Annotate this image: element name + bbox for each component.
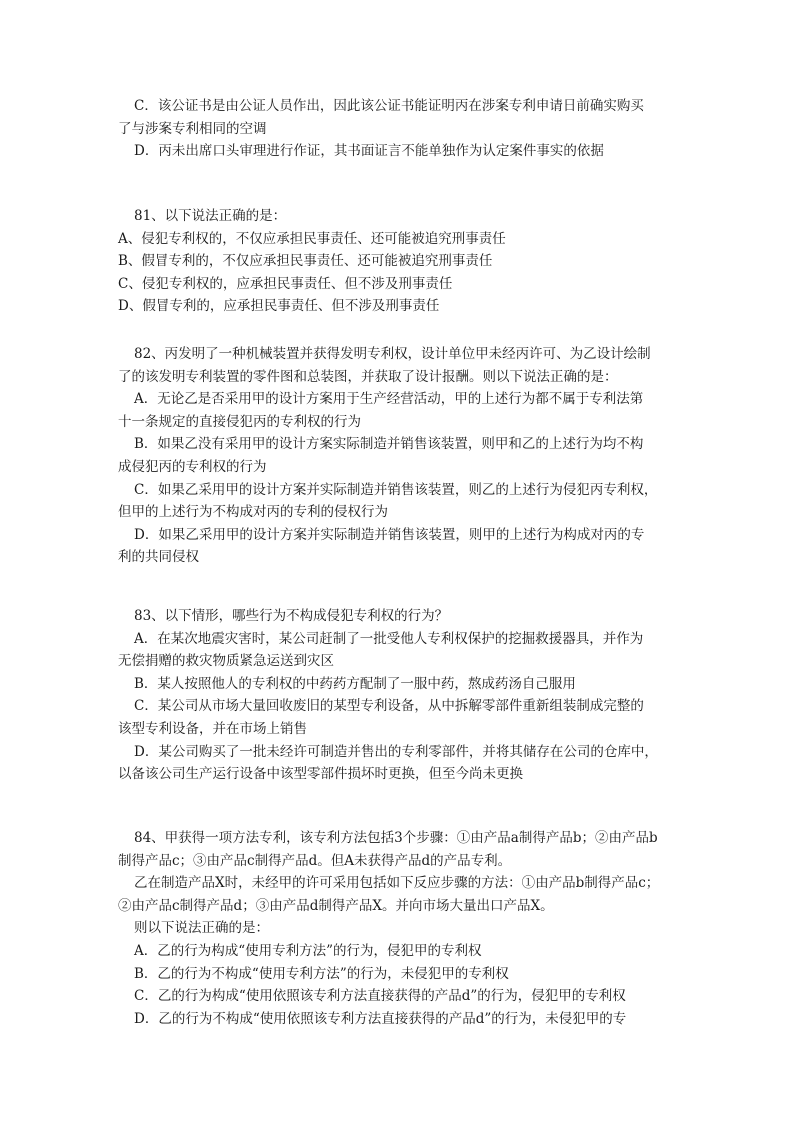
text-line: 但甲的上述行为不构成对丙的专利的侵权行为 [118,504,388,521]
text-line: B．乙的行为不构成“使用专利方法”的行为，未侵犯甲的专利权 [134,965,509,982]
text-line: 成侵犯丙的专利权的行为 [118,459,267,475]
text-line: C、侵犯专利权的，应承担民事责任、但不涉及刑事责任 [118,275,453,292]
text-line: 该型专利设备，并在市场上销售 [118,721,307,737]
text-line: 乙在制造产品X时，未经甲的许可采用包括如下反应步骤的方法：①由产品b制得产品c； [134,875,660,892]
text-line: 利的共同侵权 [118,549,199,566]
text-line: D．某公司购买了一批未经许可制造并售出的专利零部件，并将其储存在公司的仓库中， [134,743,658,760]
text-line: D、假冒专利的，应承担民事责任、但不涉及刑事责任 [118,298,440,315]
text-line: 了与涉案专利相同的空调 [118,120,267,137]
text-line: 了的该发明专利装置的零件图和总装图，并获取了设计报酬。则以下说法正确的是： [118,368,618,385]
text-line: B、假冒专利的，不仅应承担民事责任、还可能被追究刑事责任 [118,253,493,270]
text-line: ②由产品c制得产品d；③由产品d制得产品X。并向市场大量出口产品X。 [118,897,554,914]
text-line: C．乙的行为构成“使用依照该专利方法直接获得的产品d”的行为，侵犯甲的专利权 [134,988,626,1005]
text-line: 84、甲获得一项方法专利，该专利方法包括3个步骤：①由产品a制得产品b；②由产品b [134,830,658,846]
text-line: A、侵犯专利权的，不仅应承担民事责任、还可能被追究刑事责任 [118,230,506,247]
text-line: B．某人按照他人的专利权的中药药方配制了一服中药，熬成药汤自己服用 [134,675,576,692]
text-line: D．乙的行为不构成“使用依照该专利方法直接获得的产品d”的行为，未侵犯甲的专 [134,1010,627,1027]
text-line: A．无论乙是否采用甲的设计方案用于生产经营活动，甲的上述行为都不属于专利法第 [134,391,644,408]
text-line: 83、以下情形，哪些行为不构成侵犯专利权的行为？ [134,608,449,624]
text-line: A．在某次地震灾害时，某公司赶制了一批受他人专利权保护的挖掘救援器具，并作为 [134,630,644,647]
text-line: 制得产品c；③由产品c制得产品d。但A未获得产品d的产品专利。 [118,852,512,869]
text-line: D．丙未出席口头审理进行作证，其书面证言不能单独作为认定案件事实的依据 [134,143,604,160]
text-line: 以备该公司生产运行设备中该型零部件损坏时更换，但至今尚未更换 [118,766,523,783]
text-line: C．该公证书是由公证人员作出，因此该公证书能证明丙在涉案专利申请日前确实购买 [134,98,644,114]
text-line: 81、以下说法正确的是： [134,208,287,224]
text-line: 十一条规定的直接侵犯丙的专利权的行为 [118,413,361,430]
text-line: 无偿捐赠的救灾物质紧急运送到灾区 [118,653,334,670]
text-line: B．如果乙没有采用甲的设计方案实际制造并销售该装置，则甲和乙的上述行为均不构 [134,436,644,453]
text-line: D．如果乙采用甲的设计方案并实际制造并销售该装置，则甲的上述行为构成对丙的专 [134,526,645,543]
text-line: 则以下说法正确的是： [134,920,269,937]
text-line: A．乙的行为构成“使用专利方法”的行为，侵犯甲的专利权 [134,943,482,959]
text-line: C．某公司从市场大量回收废旧的某型专利设备，从中拆解零部件重新组装制成完整的 [134,698,644,715]
text-line: 82、丙发明了一种机械装置并获得发明专利权，设计单位甲未经丙许可、为乙设计绘制 [134,346,651,362]
text-line: C．如果乙采用甲的设计方案并实际制造并销售该装置，则乙的上述行为侵犯丙专利权， [134,481,658,498]
